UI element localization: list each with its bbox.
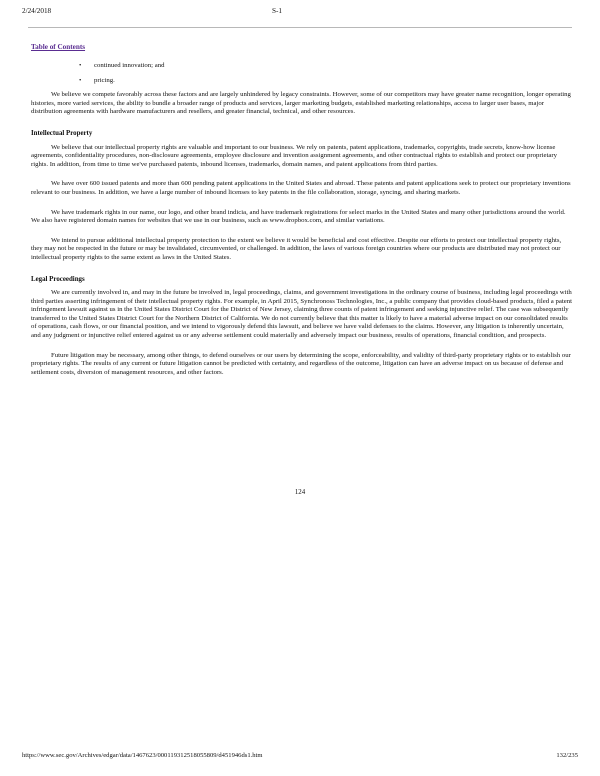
- ip-paragraph-1: We believe that our intellectual property rights are valuable and important to our business. We rely on patents, patent applications, trademarks, copyrights, trade secrets, know-how license agreements, confidentiality procedures, non-disclosure agreements, employee disclosure and invention assignment agreements, and other contractual rights to establish and protect our proprietary rights. In addition, from time to time we've purchased patents, inbound licenses, trademarks, domain names, and patent applications from third parties.: [31, 143, 557, 168]
- bullet-text: continued innovation; and: [94, 62, 165, 69]
- header-rule: [28, 27, 572, 28]
- bullet-text: pricing.: [94, 76, 115, 84]
- print-header: [0, 7, 600, 19]
- print-footer: [0, 752, 600, 764]
- ip-paragraph-2: We have over 600 issued patents and more than 600 pending patent applications in the United States and abroad. These patents and patent applications seek to protect our proprietary inventions relevant to our business. In addition, we have a large number of inbound licenses to key patents in the file collaboration, storage, syncing, and sharing markets.: [31, 180, 571, 196]
- footer-page-count: 132/235: [556, 752, 578, 759]
- print-date: 2/24/2018: [22, 7, 52, 15]
- ip-paragraph-3: We have trademark rights in our name, our logo, and other brand indicia, and have trademark registrations for select marks in the United States and many other jurisdictions around the world. We also have registered domain names for websites that we use in our business, such as www.dropbox.com, and similar variations.: [31, 208, 566, 225]
- legal-paragraph-2: Future litigation may be necessary, among other things, to defend ourselves or our users by determining the scope, enforceability, and validity of third-party proprietary rights or to establish our proprietary rights. The results of any current or future litigation cannot be predicted with certainty, and regardless of the outcome, litigation can have an adverse impact on us because of defense and settlement costs, diversion of management resources, and other factors.: [31, 351, 571, 376]
- page-number: 124: [294, 489, 306, 496]
- bullet-item: [31, 62, 573, 71]
- document-title: S-1: [272, 7, 282, 15]
- legal-paragraph-1: We are currently involved in, and may in the future be involved in, legal proceedings, claims, and government investigations in the ordinary course of business, including legal proceedings with third parties asserting infringement of their intellectual property rights. For example, in April 2015, Synchronoss Technologies, Inc., a public company that provides cloud-based products, filed a patent infringement lawsuit against us in the United States District Court for the District of New Jersey, claiming three counts of patent infringement and seeking injunctive relief. The case was subsequently transferred to the United States District Court for the Northern District of California. We do not currently believe that this matter is likely to have a material adverse impact on our consolidated results of operations, cash flows, or our financial position, and we intend to vigorously defend this lawsuit, and believe we have valid defenses to the claims. However, any litigation is inherently uncertain, and any judgment or injunctive relief entered against us or any adverse settlement could materially and adversely impact our business, results of operations, financial condition, and prospects.: [31, 289, 572, 340]
- bullet-icon: •: [79, 62, 82, 69]
- bullet-icon: •: [79, 76, 82, 84]
- document-body: [31, 62, 573, 388]
- table-of-contents-link[interactable]: Table of Contents: [31, 43, 86, 51]
- section-heading-legal-proceedings: Legal Proceedings: [31, 275, 85, 283]
- section-heading-intellectual-property: Intellectual Property: [31, 129, 93, 137]
- bullet-item: [31, 77, 573, 86]
- competition-paragraph: We believe we compete favorably across these factors and are largely unhindered by legacy constraints. However, some of our competitors may have greater name recognition, longer operating histories, more varied services, the ability to bundle a broader range of products and services, larger marketing budgets, established marketing relationships, access to larger user bases, major distribution agreements with hardware manufacturers and resellers, and greater financial, technical, and other resources.: [31, 91, 571, 116]
- ip-paragraph-4: We intend to pursue additional intellectual property protection to the extent we believe it would be beneficial and cost effective. Despite our efforts to protect our intellectual property rights, they may not be respected in the future or may be invalidated, circumvented, or challenged. In addition, the laws of various foreign countries where our products are distributed may not protect our intellectual property rights to the same extent as laws in the United States.: [31, 236, 562, 261]
- footer-url: https://www.sec.gov/Archives/edgar/data/1467623/000119312518055809/d451946ds1.htm: [22, 752, 263, 759]
